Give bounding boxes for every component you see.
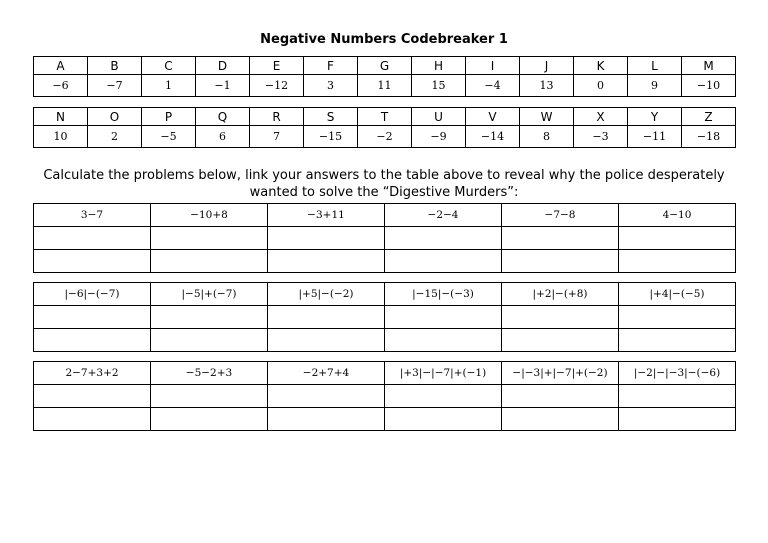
- code-letter: B: [88, 57, 142, 75]
- code-value: 3: [304, 75, 358, 97]
- problem-cell: |+3|−|−7|+(−1): [385, 362, 502, 385]
- letter-answer-cell[interactable]: [385, 250, 502, 273]
- letter-answer-cell[interactable]: [619, 250, 736, 273]
- problem-cell: |−15|−(−3): [385, 283, 502, 306]
- problem-cell: |−5|+(−7): [151, 283, 268, 306]
- code-letter: W: [520, 108, 574, 126]
- worksheet-title: Negative Numbers Codebreaker 1: [260, 32, 508, 47]
- problem-cell: |+2|−(+8): [502, 283, 619, 306]
- code-value: −18: [682, 126, 736, 148]
- problem-cell: −|−3|+|−7|+(−2): [502, 362, 619, 385]
- letter-answer-row: [34, 408, 736, 431]
- code-letter: C: [142, 57, 196, 75]
- code-value: 7: [250, 126, 304, 148]
- code-value: −5: [142, 126, 196, 148]
- code-value: −6: [34, 75, 88, 97]
- code-value: −2: [358, 126, 412, 148]
- code-letter: M: [682, 57, 736, 75]
- code-table-a-to-m: [33, 56, 736, 97]
- answer-cell[interactable]: [34, 306, 151, 329]
- answer-cell[interactable]: [619, 306, 736, 329]
- code-letter: H: [412, 57, 466, 75]
- code-value: −1: [196, 75, 250, 97]
- answer-cell[interactable]: [619, 385, 736, 408]
- letter-answer-cell[interactable]: [385, 408, 502, 431]
- code-value: −14: [466, 126, 520, 148]
- letter-answer-row: [34, 250, 736, 273]
- problem-cell: −10+8: [151, 204, 268, 227]
- code-value: 2: [88, 126, 142, 148]
- problem-cell: 2−7+3+2: [34, 362, 151, 385]
- code-letter: T: [358, 108, 412, 126]
- answer-cell[interactable]: [268, 227, 385, 250]
- answer-cell[interactable]: [34, 385, 151, 408]
- answer-row: [34, 385, 736, 408]
- problem-row: [34, 283, 736, 306]
- letter-answer-cell[interactable]: [268, 329, 385, 352]
- code-value: −9: [412, 126, 466, 148]
- letter-answer-cell[interactable]: [619, 329, 736, 352]
- code-letter: Q: [196, 108, 250, 126]
- problem-cell: −2+7+4: [268, 362, 385, 385]
- code-letter: X: [574, 108, 628, 126]
- code-letter: J: [520, 57, 574, 75]
- code-letter: N: [34, 108, 88, 126]
- code-letter-row: [34, 108, 736, 126]
- code-value: 13: [520, 75, 574, 97]
- answer-cell[interactable]: [151, 385, 268, 408]
- code-value: −12: [250, 75, 304, 97]
- code-letter: Y: [628, 108, 682, 126]
- code-value: 8: [520, 126, 574, 148]
- code-letter: U: [412, 108, 466, 126]
- code-value: −4: [466, 75, 520, 97]
- problem-row: [34, 204, 736, 227]
- problem-cell: −3+11: [268, 204, 385, 227]
- code-value: 11: [358, 75, 412, 97]
- code-letter: L: [628, 57, 682, 75]
- code-value: −10: [682, 75, 736, 97]
- code-letter: E: [250, 57, 304, 75]
- code-value: 9: [628, 75, 682, 97]
- code-value: −15: [304, 126, 358, 148]
- code-value: −3: [574, 126, 628, 148]
- letter-answer-cell[interactable]: [268, 408, 385, 431]
- code-value: 0: [574, 75, 628, 97]
- answer-cell[interactable]: [385, 306, 502, 329]
- problem-cell: −7−8: [502, 204, 619, 227]
- answer-cell[interactable]: [385, 227, 502, 250]
- answer-cell[interactable]: [385, 385, 502, 408]
- answer-cell[interactable]: [34, 227, 151, 250]
- code-letter-row: [34, 57, 736, 75]
- letter-answer-cell[interactable]: [502, 408, 619, 431]
- letter-answer-cell[interactable]: [502, 250, 619, 273]
- code-value-row: [34, 75, 736, 97]
- code-letter: G: [358, 57, 412, 75]
- letter-answer-row: [34, 329, 736, 352]
- letter-answer-cell[interactable]: [502, 329, 619, 352]
- problem-cell: |−2|−|−3|−(−6): [619, 362, 736, 385]
- answer-cell[interactable]: [268, 306, 385, 329]
- problem-cell: −5−2+3: [151, 362, 268, 385]
- letter-answer-cell[interactable]: [619, 408, 736, 431]
- answer-cell[interactable]: [502, 306, 619, 329]
- code-value: −11: [628, 126, 682, 148]
- code-value: 15: [412, 75, 466, 97]
- letter-answer-cell[interactable]: [385, 329, 502, 352]
- code-table-n-to-z: [33, 107, 736, 148]
- answer-cell[interactable]: [151, 306, 268, 329]
- letter-answer-cell[interactable]: [151, 250, 268, 273]
- code-value: −7: [88, 75, 142, 97]
- code-letter: I: [466, 57, 520, 75]
- code-letter: A: [34, 57, 88, 75]
- problem-row: [34, 362, 736, 385]
- answer-cell[interactable]: [268, 385, 385, 408]
- code-letter: P: [142, 108, 196, 126]
- problem-grid-2: [33, 282, 736, 352]
- letter-answer-cell[interactable]: [268, 250, 385, 273]
- problem-cell: 4−10: [619, 204, 736, 227]
- answer-cell[interactable]: [151, 227, 268, 250]
- answer-row: [34, 306, 736, 329]
- answer-row: [34, 227, 736, 250]
- code-letter: D: [196, 57, 250, 75]
- problem-cell: −2−4: [385, 204, 502, 227]
- code-value: 10: [34, 126, 88, 148]
- instructions-text: Calculate the problems below, link your answers to the table above to reveal why the police desperately wanted to solve the “Digestive Murders”:: [43, 168, 725, 200]
- letter-answer-cell[interactable]: [34, 408, 151, 431]
- code-letter: S: [304, 108, 358, 126]
- code-value: 1: [142, 75, 196, 97]
- problem-cell: 3−7: [34, 204, 151, 227]
- letter-answer-cell[interactable]: [151, 329, 268, 352]
- code-letter: K: [574, 57, 628, 75]
- answer-cell[interactable]: [502, 227, 619, 250]
- letter-answer-cell[interactable]: [34, 329, 151, 352]
- answer-cell[interactable]: [502, 385, 619, 408]
- problem-cell: |+4|−(−5): [619, 283, 736, 306]
- letter-answer-cell[interactable]: [151, 408, 268, 431]
- code-value: 6: [196, 126, 250, 148]
- code-letter: F: [304, 57, 358, 75]
- problem-cell: |+5|−(−2): [268, 283, 385, 306]
- answer-cell[interactable]: [619, 227, 736, 250]
- code-letter: V: [466, 108, 520, 126]
- problem-grid-3: [33, 361, 736, 431]
- code-value-row: [34, 126, 736, 148]
- code-letter: Z: [682, 108, 736, 126]
- problem-grid-1: [33, 203, 736, 273]
- problem-cell: |−6|−(−7): [34, 283, 151, 306]
- code-letter: O: [88, 108, 142, 126]
- code-letter: R: [250, 108, 304, 126]
- letter-answer-cell[interactable]: [34, 250, 151, 273]
